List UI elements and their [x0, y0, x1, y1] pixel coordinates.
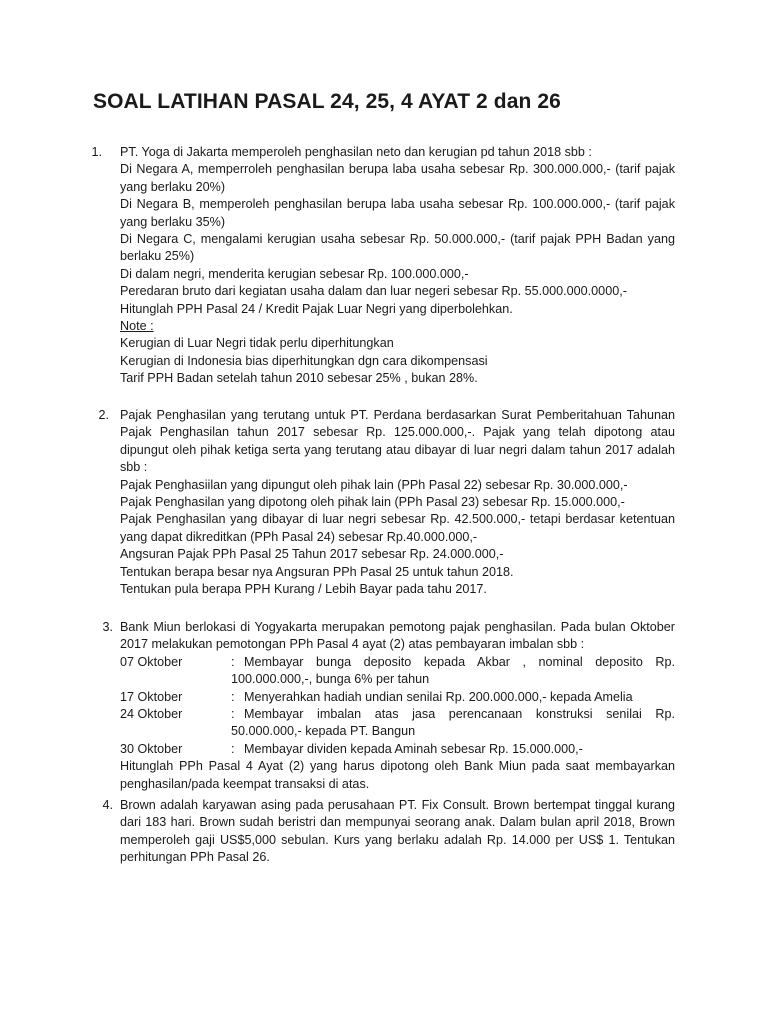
question-line: yang berlaku 35%): [120, 214, 226, 229]
question-line: Di dalam negri, menderita kerugian sebesar Rp. 100.000.000,-: [120, 266, 469, 281]
entry-continuation: 100.000.000,-, bunga 6% per tahun: [231, 672, 430, 687]
question-line: Pajak Penghasilan yang dipotong oleh pihak lain (PPh Pasal 23) sebesar Rp. 15.000.000,-: [120, 495, 625, 510]
question-line: Brown adalah karyawan asing pada perusahaan PT. Fix Consult. Brown bertempat tinggal kurang: [120, 798, 675, 812]
question-line: Pajak Penghasiilan yang dipungut oleh pihak lain (PPh Pasal 22) sebesar Rp. 30.000.000,-: [120, 477, 628, 492]
entry-date: 30 Oktober: [120, 741, 183, 756]
question-line: dari 183 hari. Brown sudah beristri dan mempunyai seorang anak. Dalam bulan april 2018, Brown: [120, 815, 675, 830]
question-body: [120, 144, 675, 388]
question-line: penghasilan/pada keempat transaksi di atas.: [120, 776, 370, 791]
question-line: dipungut oleh pihak ketiga serta yang terutang atau dibayar di luar negri dalam tahun 2017 adalah: [120, 442, 675, 457]
entry-date: 07 Oktober: [120, 654, 183, 669]
question-line: Di Negara C, mengalami kerugian usaha sebesar Rp. 50.000.000,- (tarif pajak PPH Badan yang: [120, 232, 675, 247]
payment-entry: [120, 741, 675, 758]
question-number: 4.: [102, 798, 113, 812]
entry-text: Membayar dividen kepada Aminah sebesar Rp. 15.000.000,-: [244, 741, 583, 756]
question-body: [120, 797, 675, 867]
entry-colon: :: [231, 654, 235, 669]
question-line: sbb :: [120, 460, 148, 475]
note-line: Kerugian di Indonesia bias diperhitungkan dgn cara dikompensasi: [120, 353, 488, 368]
question-line: Bank Miun berlokasi di Yogyakarta merupakan pemotong pajak penghasilan. Pada bulan Oktober: [120, 620, 675, 634]
entry-colon: :: [231, 689, 235, 704]
question-line: PT. Yoga di Jakarta memperoleh penghasilan neto dan kerugian pd tahun 2018 sbb :: [120, 145, 592, 159]
question-line: Di Negara B, memperoleh penghasilan berupa laba usaha sebesar Rp. 100.000.000,- (tarif pajak: [120, 197, 675, 212]
question-number: 2.: [98, 408, 109, 422]
question-number: 3.: [102, 620, 113, 634]
question-line: yang berlaku 20%): [120, 179, 226, 194]
question-line: Tentukan pula berapa PPH Kurang / Lebih Bayar pada tahu 2017.: [120, 582, 487, 597]
entry-colon: :: [231, 707, 235, 721]
question-line: Hitunglah PPH Pasal 24 / Kredit Pajak Luar Negri yang diperbolehkan.: [120, 301, 513, 316]
question-line: Pajak Penghasilan yang terutang untuk PT. Perdana berdasarkan Surat Pemberitahuan Tahunan: [120, 408, 675, 422]
entry-date: 17 Oktober: [120, 689, 183, 704]
question-line: yang dapat dikreditkan (PPh Pasal 24) sebesar Rp.40.000.000,-: [120, 529, 478, 544]
question-line: Angsuran Pajak PPh Pasal 25 Tahun 2017 sebesar Rp. 24.000.000,-: [120, 547, 504, 562]
question-line: 2017 melakukan pemotongan PPh Pasal 4 ayat (2) atas pembayaran imbalan sbb :: [120, 637, 585, 652]
entry-colon: :: [231, 741, 235, 756]
note-label: Note :: [120, 319, 154, 334]
entry-text: Membayar bunga deposito kepada Akbar , nominal deposito Rp.: [244, 654, 675, 669]
question-line: Pajak Penghasilan tahun 2017 sebesar Rp. 125.000.000,-. Pajak yang telah dipotong atau: [120, 425, 675, 440]
note-line: Tarif PPH Badan setelah tahun 2010 sebesar 25% , bukan 28%.: [120, 371, 478, 386]
question-line: Di Negara A, memperroleh penghasilan berupa laba usaha sebesar Rp. 300.000.000,- (tarif pajak: [120, 162, 675, 177]
question-line: Peredaran bruto dari kegiatan usaha dalam dan luar negeri sebesar Rp. 55.000.000.0000,-: [120, 284, 627, 299]
payment-entry: [120, 654, 675, 671]
note-line: Kerugian di Luar Negri tidak perlu diperhitungkan: [120, 336, 394, 351]
page-title: SOAL LATIHAN PASAL 24, 25, 4 AYAT 2 dan 26: [93, 90, 561, 113]
payment-entry: [120, 689, 675, 706]
entry-text: Membayar imbalan atas jasa perencanaan konstruksi senilai Rp.: [244, 707, 675, 721]
question-line: Tentukan berapa besar nya Angsuran PPh Pasal 25 untuk tahun 2018.: [120, 564, 514, 579]
question-line: memperoleh gaji US$5,000 sebulan. Kurs yang berlaku adalah Rp. 14.000 per US$ 1. Tentukan: [120, 832, 675, 847]
question-body: [120, 407, 675, 598]
question-body: [120, 619, 675, 793]
question-line: perhitungan PPh Pasal 26.: [120, 850, 270, 865]
entry-continuation: 50.000.000,- kepada PT. Bangun: [231, 724, 416, 739]
question-line: Hitunglah PPh Pasal 4 Ayat (2) yang harus dipotong oleh Bank Miun pada saat membayarkan: [120, 759, 675, 774]
payment-entry: [120, 706, 675, 723]
question-number: 1.: [91, 145, 102, 159]
question-line: Pajak Penghasilan yang dibayar di luar negri sebesar Rp. 42.500.000,- tetapi berdasar ketentuan: [120, 512, 675, 527]
entry-text: Menyerahkan hadiah undian senilai Rp. 200.000.000,- kepada Amelia: [244, 689, 633, 704]
entry-date: 24 Oktober: [120, 707, 183, 721]
question-line: berlaku 25%): [120, 249, 195, 264]
